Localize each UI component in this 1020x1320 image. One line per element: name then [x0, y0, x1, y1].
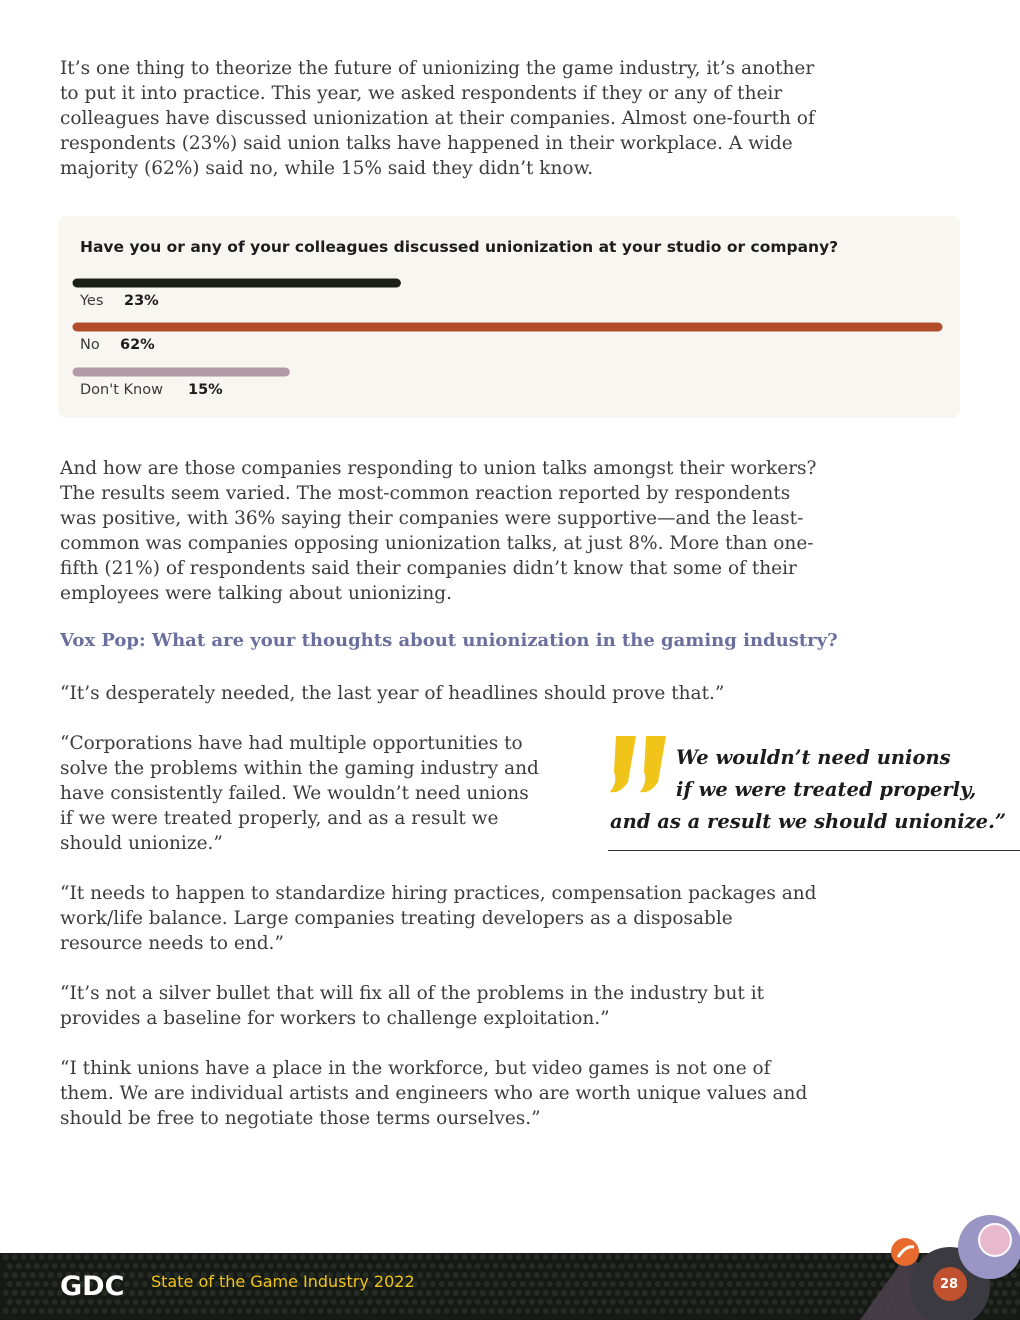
pull-quote-text: [610, 742, 1020, 838]
pull-quote-line-1: We wouldn’t need unions: [676, 746, 951, 769]
decorative-shapes: [840, 1205, 1020, 1320]
chart-bars: [58, 216, 960, 418]
bar-value-label: 23%: [124, 293, 159, 309]
pull-quote-line-2: if we were treated properly,: [676, 778, 977, 801]
pull-quote-line-3: and as a result we should unionize.”: [610, 810, 1007, 833]
gdc-logo: [60, 1270, 134, 1298]
quote-5: “I think unions have a place in the workforce, but video games is not one of them. We are individual artists and engineers who are worth unique values and should be free to negotiate those terms ourselves.”: [60, 1058, 808, 1129]
unionization-chart: [58, 216, 960, 418]
bar-label: Don't Know: [80, 382, 163, 398]
bar-label: Yes: [80, 293, 104, 309]
intro-paragraph: It’s one thing to theorize the future of unionizing the game industry, it’s another to put it into practice. This year, we asked respondents if they or any of their colleagues have discussed unionization at their companies. Almost one-fourth of respondents (23%) said union talks have happened in their workplace. A wide majority (62%) said no, while 15% said they didn’t know.: [60, 58, 815, 179]
bar-value-label: 62%: [120, 337, 155, 353]
chart-title: Have you or any of your colleagues discussed unionization at your studio or company?: [80, 238, 839, 256]
pull-quote: [608, 732, 1020, 851]
page-number: 28: [939, 1277, 959, 1292]
quote-4: “It’s not a silver bullet that will fix all of the problems in the industry but it provides a baseline for workers to challenge exploitation.”: [60, 983, 765, 1029]
quote-2: “Corporations have had multiple opportunities to solve the problems within the gaming industry and have consistently failed. We wouldn’t need unions if we were treated properly, and as a result we should unionize.”: [60, 733, 539, 854]
vox-pop-heading: Vox Pop: What are your thoughts about unionization in the gaming industry?: [60, 630, 838, 651]
responses-paragraph: And how are those companies responding to union talks amongst their workers? The results seem varied. The most-common reaction reported by respondents was positive, with 36% saying their companies were supportive—and the least-common was companies opposing unionization talks, at just 8%. More than one-fifth (21%) of respondents said their companies didn’t know that some of their employees were talking about unionizing.: [60, 458, 817, 604]
footer-title: State of the Game Industry 2022: [151, 1272, 415, 1291]
bar-value-label: 15%: [188, 382, 223, 398]
bar-label: No: [80, 337, 100, 353]
quote-1: “It’s desperately needed, the last year of headlines should prove that.”: [60, 683, 725, 704]
quote-3: “It needs to happen to standardize hiring practices, compensation packages and work/life balance. Large companies treating developers as a disposable resource needs to end.”: [60, 883, 817, 954]
gdc-logo-text: GDC: [60, 1271, 125, 1298]
